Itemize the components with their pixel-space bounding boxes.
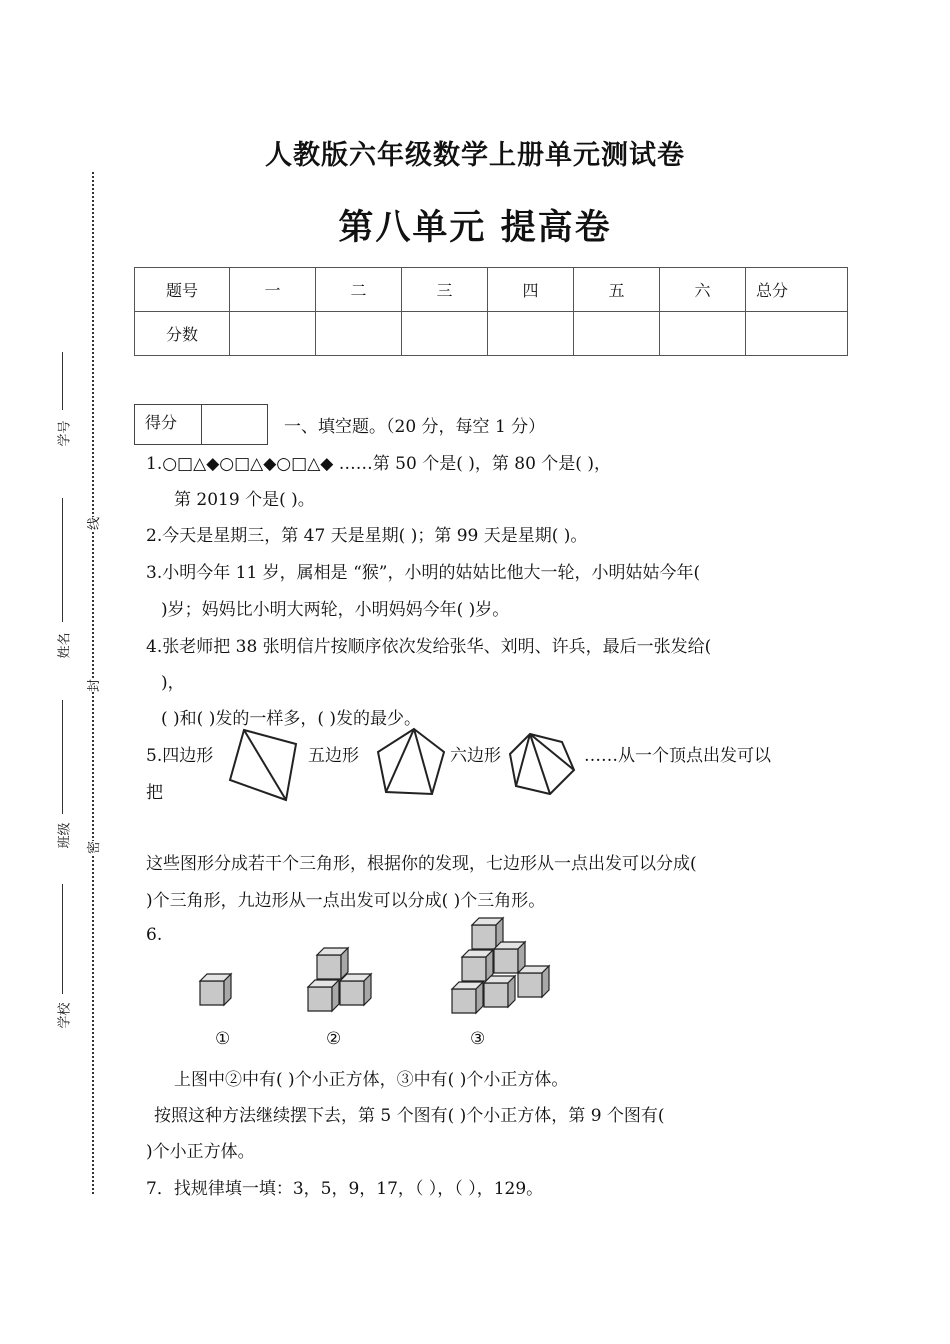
margin-line-2 (62, 498, 63, 622)
score-table-score-row (135, 312, 848, 356)
q5-ba: 把 (146, 783, 163, 803)
q5-tail: ……从一个顶点出发可以 (584, 746, 771, 766)
seal-char-seal: 封 (81, 679, 104, 692)
header-cell-6: 六 (660, 268, 746, 312)
margin-line-1 (62, 352, 63, 410)
unit-title: 第八单元 提高卷 (338, 208, 612, 248)
header-cell-5: 五 (574, 268, 660, 312)
header-cell-1: 一 (230, 268, 316, 312)
score-table (134, 267, 848, 356)
margin-field-school: 学校 (57, 1002, 73, 1029)
header-cell-total: 总分 (746, 268, 848, 312)
q3-line-1: 3.小明今年 11 岁，属相是 “猴”，小明的姑姑比他大一轮，小明姑姑今年( (146, 563, 701, 583)
seal-char-close: 密 (81, 841, 104, 854)
q5-label-pentagon: 五边形 (308, 746, 359, 766)
figure-caption-1: ① (215, 1029, 231, 1049)
q5-line-2: 这些图形分成若干个三角形，根据你的发现，七边形从一点出发可以分成( (146, 854, 697, 874)
score-cell[interactable] (316, 312, 402, 356)
section-score-box (134, 404, 268, 445)
q4-line-1: 4.张老师把 38 张明信片按顺序依次发给张华、刘明、许兵，最后一张发给( (146, 637, 712, 657)
q3-line-2: )岁；妈妈比小明大两轮，小明妈妈今年( )岁。 (161, 600, 510, 620)
margin-field-student-number: 学号 (57, 420, 73, 447)
score-table-header-row (135, 268, 848, 312)
q5-line-3: )个三角形，九边形从一点出发可以分成( )个三角形。 (146, 891, 546, 911)
figure-caption-2: ② (326, 1029, 342, 1049)
q1-line-1: 1.○□△◆○□△◆○□△◆ ……第 50 个是( )，第 80 个是( )， (146, 454, 611, 474)
q5-label-hexagon: 六边形 (450, 746, 501, 766)
header-cell-3: 三 (402, 268, 488, 312)
q6-line-2: 按照这种方法继续摆下去，第 5 个图有( )个小正方体，第 9 个图有( (154, 1106, 665, 1126)
cube-figure-1 (200, 974, 231, 1005)
pentagon-figure (374, 726, 446, 798)
section-heading: 一、填空题。（20 分，每空 1 分） (284, 417, 546, 437)
hexagon-figure (506, 730, 576, 796)
margin-field-name: 姓名 (57, 632, 73, 659)
q1-line-2: 第 2019 个是( )。 (174, 490, 315, 510)
figure-caption-3: ③ (470, 1029, 486, 1049)
score-cell[interactable] (402, 312, 488, 356)
q4-line-2: )， (161, 673, 185, 693)
cube-figure-3 (452, 918, 549, 1013)
margin-field-class: 班级 (57, 822, 73, 849)
margin-line-4 (62, 884, 63, 994)
score-row-label: 分数 (135, 312, 230, 356)
q6-number: 6. (146, 925, 163, 945)
score-cell[interactable] (488, 312, 574, 356)
q2-line: 2.今天是星期三，第 47 天是星期( )；第 99 天是星期( )。 (146, 526, 588, 546)
q5-label-quadrilateral: 5.四边形 (146, 746, 214, 766)
score-cell[interactable] (746, 312, 848, 356)
header-cell-4: 四 (488, 268, 574, 312)
score-cell[interactable] (660, 312, 746, 356)
seal-char-line: 线 (81, 517, 104, 530)
quadrilateral-figure (226, 726, 302, 804)
q6-line-1: 上图中②中有( )个小正方体，③中有( )个小正方体。 (174, 1070, 569, 1090)
q7-line: 7．找规律填一填：3，5，9，17，（ ），（ ），129。 (146, 1179, 544, 1199)
header-cell-question-number: 题号 (135, 268, 230, 312)
section-score-label: 得分 (145, 413, 178, 432)
header-cell-2: 二 (316, 268, 402, 312)
cube-figure-2 (308, 948, 371, 1011)
cube-stacks-figure (190, 912, 570, 1022)
document-title: 人教版六年级数学上册单元测试卷 (265, 140, 685, 171)
section-score-divider (201, 405, 202, 444)
score-cell[interactable] (230, 312, 316, 356)
margin-line-3 (62, 700, 63, 814)
score-cell[interactable] (574, 312, 660, 356)
q4-line-3: ( )和( )发的一样多，( )发的最少。 (161, 709, 422, 729)
q6-line-3: )个小正方体。 (146, 1142, 255, 1162)
